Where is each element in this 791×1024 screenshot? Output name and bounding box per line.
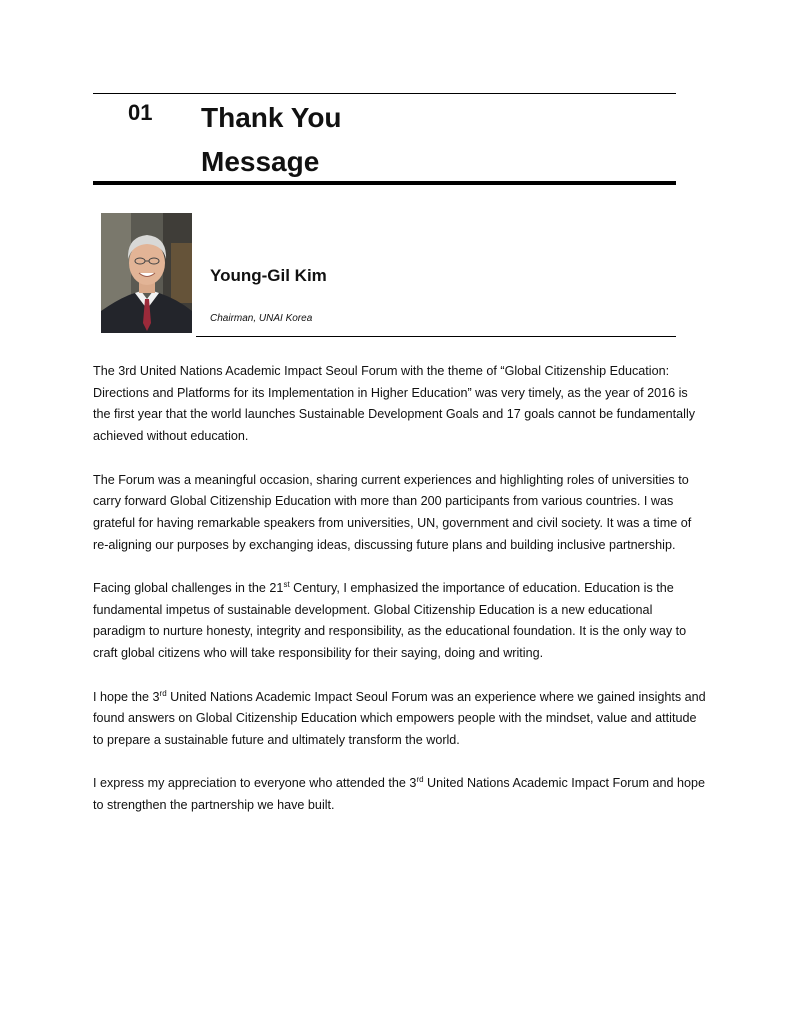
page-title xyxy=(201,96,342,184)
paragraph-4-end: United Nations Academic Impact Seoul Forum was an experience where we gained insights and found answers on Global Citizenship Education which empowers people with the mindset, value and attitude to prepare a sustainable future and ultimately transform the world. xyxy=(93,689,706,747)
author-divider xyxy=(196,336,676,337)
author-portrait xyxy=(101,213,192,333)
section-number: 01 xyxy=(128,100,153,125)
paragraph-3-start: Facing global challenges in the 21 xyxy=(93,581,284,595)
paragraph-4-start: I hope the 3 xyxy=(93,689,160,704)
header-bottom-rule xyxy=(93,181,676,185)
ordinal-suffix: rd xyxy=(159,688,167,698)
paragraph-5-end: United Nations Academic Impact Forum and hope to strengthen the partnership we have built. xyxy=(93,776,705,812)
paragraph-5 xyxy=(93,773,708,816)
ordinal-suffix: st xyxy=(283,580,290,589)
title-line-1: Thank You xyxy=(201,102,342,133)
paragraph-4 xyxy=(93,687,708,752)
paragraph-2: The Forum was a meaningful occasion, sharing current experiences and highlighting roles of universities to carry forward Global Citizenship Education with more than 200 participants from various countries. I was grateful for having remarkable speakers from universities, UN, government and civil society. It was a time of re-aligning our purposes by exchanging ideas, discussing future plans and building inclusive partnership. xyxy=(93,472,692,552)
ordinal-suffix: rd xyxy=(416,775,424,785)
portrait-illustration xyxy=(101,213,192,333)
title-line-2: Message xyxy=(201,146,320,177)
paragraph-3 xyxy=(93,578,708,665)
header-top-rule xyxy=(93,93,676,94)
message-body xyxy=(93,361,708,838)
paragraph-3-end: Century, I emphasized the importance of education. Education is the fundamental impetus of sustainable development. Global Citizenship Education is a new educational paradigm to nurture honesty, integrity and responsibility, as the educational foundation. It is the only way to craft global citizens who will take responsibility for their saying, doing and writing. xyxy=(93,581,687,661)
paragraph-1: The 3rd United Nations Academic Impact Seoul Forum with the theme of “Global Citizenship Education: Directions and Platforms for its Implementation in Higher Education” was very timely, as the year of 2016 is the first year that the world launches Sustainable Development Goals and 17 goals cannot be fundamentally achieved without education. xyxy=(93,364,696,444)
paragraph-5-start: I express my appreciation to everyone who attended the 3 xyxy=(93,776,417,791)
author-name: Young-Gil Kim xyxy=(210,266,327,285)
author-role: Chairman, UNAI Korea xyxy=(210,313,313,324)
